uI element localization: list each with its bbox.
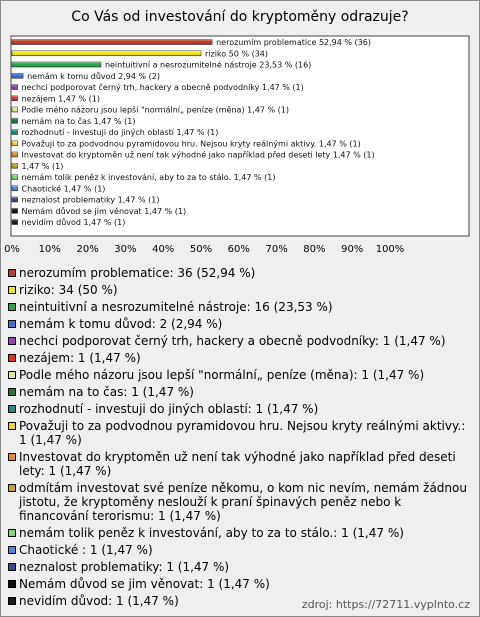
bar-shine — [12, 152, 18, 157]
legend-swatch — [8, 269, 16, 277]
bar-label: rozhodnutí - investuji do jiných oblastí 1,47 % (1) — [21, 128, 219, 138]
legend-swatch — [8, 354, 16, 362]
bar-shine — [12, 163, 18, 168]
legend-item — [8, 577, 470, 591]
bar-shine — [12, 85, 18, 90]
legend-label: nechci podporovat černý trh, hackery a obecně podvodníky: 1 (1,47 %) — [19, 334, 446, 348]
chart-legend — [8, 266, 470, 611]
chart-title: Co Vás od investování do kryptoměny odrazuje? — [71, 9, 409, 25]
bar-label: riziko 50 % (34) — [205, 49, 269, 59]
legend-swatch — [8, 563, 16, 571]
legend-swatch — [8, 422, 16, 430]
legend-item — [8, 543, 470, 557]
legend-swatch — [8, 371, 16, 379]
legend-swatch — [8, 484, 16, 492]
bar-shine — [12, 62, 101, 67]
bar-label: nemám tolik peněz k investování, aby to za to stálo. 1,47 % (1) — [21, 173, 276, 183]
bar-shine — [12, 51, 201, 56]
legend-label: nerozumím problematice: 36 (52,94 %) — [19, 266, 256, 280]
legend-item — [8, 526, 470, 540]
legend-item — [8, 402, 470, 416]
legend-item — [8, 266, 470, 280]
legend-item — [8, 317, 470, 331]
bar-shine — [12, 40, 212, 45]
legend-swatch — [8, 286, 16, 294]
bar-label: nemám k tomu důvod 2,94 % (2) — [27, 71, 160, 81]
x-tick-label: 70% — [265, 244, 288, 255]
x-tick-label: 10% — [38, 244, 61, 255]
x-tick-label: 40% — [152, 244, 175, 255]
legend-label: Považuji to za podvodnou pyramidovou hru. Nejsou kryty reálnými aktivy.: 1 (1,47 %) — [19, 419, 466, 447]
bar-shine — [12, 73, 23, 78]
bar-label: Nemám důvod se jim věnovat 1,47 % (1) — [21, 206, 187, 216]
bar-label: nezájem 1,47 % (1) — [21, 94, 100, 104]
legend-label: Chaotické : 1 (1,47 %) — [19, 543, 153, 557]
x-tick-label: 30% — [114, 244, 137, 255]
bar-chart — [0, 30, 480, 262]
legend-label: nemám tolik peněz k investování, aby to za to stálo.: 1 (1,47 %) — [19, 526, 404, 540]
bar-shine — [12, 96, 18, 101]
bar-label: Podle mého názoru jsou lepší "normální„ peníze (měna) 1,47 % (1) — [21, 105, 289, 115]
x-tick-label: 50% — [189, 244, 213, 255]
bar-shine — [12, 141, 18, 146]
legend-item — [8, 560, 470, 574]
bar-shine — [12, 208, 18, 213]
legend-swatch — [8, 303, 16, 311]
legend-label: nezájem: 1 (1,47 %) — [19, 351, 141, 365]
bar-label: Investovat do kryptoměn už není tak výhodné jako například před deseti lety 1,47 % (1) — [21, 150, 375, 160]
bar-label: nerozumím problematice 52,94 % (36) — [216, 38, 371, 48]
x-tick-label: 80% — [303, 244, 326, 255]
bar-label: neznalost problematiky 1,47 % (1) — [21, 195, 160, 205]
x-tick-label: 100% — [375, 244, 405, 255]
bar-label: neintuitivní a nesrozumitelné nástroje 23,53 % (16) — [104, 60, 312, 70]
legend-label: Investovat do kryptoměn už není tak výhodné jako například před deseti lety: 1 (1,47 %) — [19, 450, 456, 478]
source-credit: zdroj: https://72711.vyplnto.cz — [301, 598, 470, 611]
bar-label: Považuji to za podvodnou pyramidovou hru. Nejsou kryty reálnými aktivy. 1,47 % (1) — [21, 139, 361, 149]
legend-swatch — [8, 337, 16, 345]
bar-shine — [12, 118, 18, 123]
bar-shine — [12, 186, 18, 191]
bar-shine — [12, 107, 18, 112]
legend-label: neintuitivní a nesrozumitelné nástroje: 16 (23,53 %) — [19, 300, 333, 314]
legend-item — [8, 385, 470, 399]
legend-item — [8, 481, 470, 523]
legend-label: riziko: 34 (50 %) — [19, 283, 118, 297]
legend-label: odmítám investovat své peníze někomu, o kom nic nevím, nemám žádnou jistotu, že kryptoměny neslouží k praní špinavých peněz nebo k financování terorismu: 1 (1,47 %) — [19, 481, 467, 523]
bar-label: 1,47 % (1) — [21, 161, 64, 171]
legend-item — [8, 283, 470, 297]
bar-label: nevidím důvod 1,47 % (1) — [21, 218, 126, 228]
x-tick-label: 60% — [227, 244, 250, 255]
legend-label: Podle mého názoru jsou lepší "normální„ peníze (měna): 1 (1,47 %) — [19, 368, 425, 382]
legend-label: nemám na to čas: 1 (1,47 %) — [19, 385, 194, 399]
legend-item — [8, 368, 470, 382]
legend-swatch — [8, 388, 16, 396]
bar-label: Chaotické 1,47 % (1) — [21, 184, 106, 194]
bar-shine — [12, 130, 18, 135]
legend-label: rozhodnutí - investuji do jiných oblastí: 1 (1,47 %) — [19, 402, 319, 416]
legend-swatch — [8, 453, 16, 461]
legend-item — [8, 450, 470, 478]
bar-shine — [12, 175, 18, 180]
legend-item — [8, 419, 470, 447]
bar-label: nechci podporovat černý trh, hackery a obecně podvodníky 1,47 % (1) — [21, 83, 304, 93]
legend-item — [8, 334, 470, 348]
legend-item — [8, 351, 470, 365]
legend-label: nemám k tomu důvod: 2 (2,94 %) — [19, 317, 223, 331]
legend-swatch — [8, 529, 16, 537]
x-tick-label: 0% — [4, 244, 20, 255]
bar-shine — [12, 197, 18, 202]
legend-label: neznalost problematiky: 1 (1,47 %) — [19, 560, 230, 574]
x-tick-label: 20% — [76, 244, 99, 255]
legend-swatch — [8, 546, 16, 554]
bar-label: nemám na to čas 1,47 % (1) — [21, 116, 136, 126]
legend-item — [8, 300, 470, 314]
legend-swatch — [8, 580, 16, 588]
legend-label: nevidím důvod: 1 (1,47 %) — [19, 594, 179, 608]
x-tick-label: 90% — [341, 244, 364, 255]
legend-label: Nemám důvod se jim věnovat: 1 (1,47 %) — [19, 577, 270, 591]
legend-swatch — [8, 320, 16, 328]
legend-swatch — [8, 597, 16, 605]
bar-shine — [12, 220, 18, 225]
legend-swatch — [8, 405, 16, 413]
